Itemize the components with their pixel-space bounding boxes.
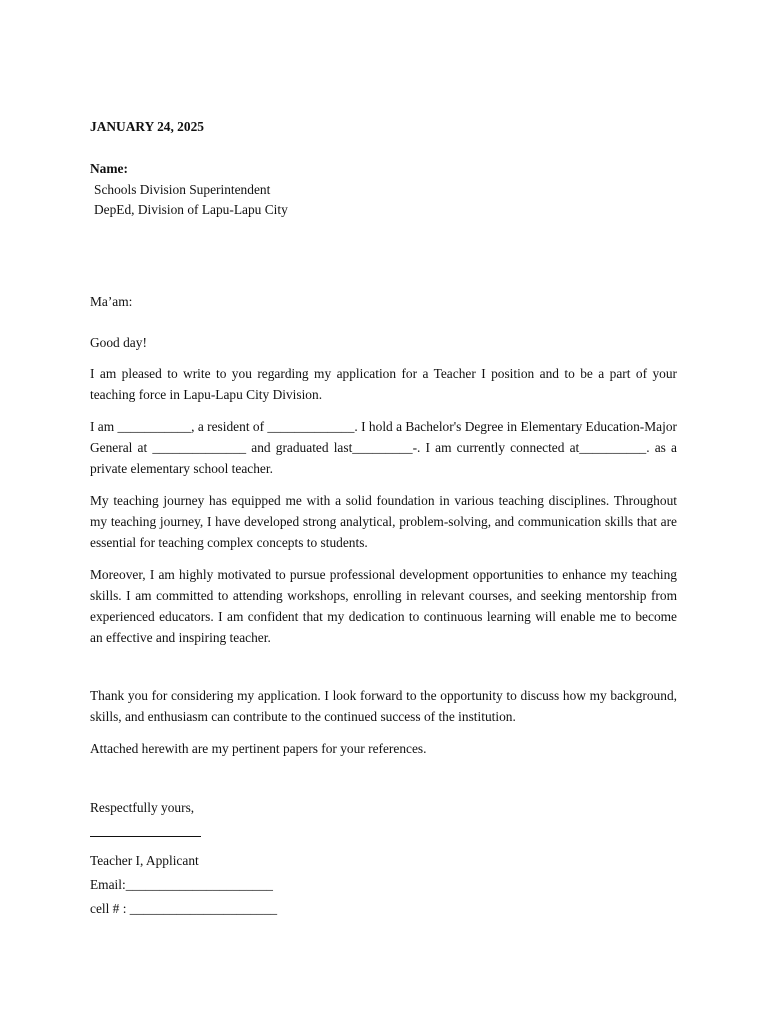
signature-block [90, 849, 677, 921]
recipient-name-label: Name: [90, 161, 128, 176]
recipient-block [90, 159, 677, 221]
salutation: Ma’am: [90, 293, 133, 309]
signature-cell: cell # : ______________________ [90, 900, 278, 916]
recipient-title: Schools Division Superintendent [94, 181, 271, 197]
signature-line [90, 836, 201, 837]
letter-date: JANUARY 24, 2025 [90, 119, 204, 134]
paragraph-intro: I am pleased to write to you regarding my application for a Teacher I position and to be a part of your teaching force in Lapu-Lapu City Division. [90, 365, 677, 402]
signature-email: Email:______________________ [90, 876, 273, 892]
paragraph-personal-details: I am ___________, a resident of _____________. I hold a Bachelor's Degree in Elementary Education-Major General at ______________ and graduated last_________-. I am currently connected at__________. as a private elementary school teacher. [90, 418, 677, 476]
paragraph-attachments: Attached herewith are my pertinent papers for your references. [90, 740, 427, 756]
signature-role: Teacher I, Applicant [90, 852, 199, 868]
paragraph-thank-you: Thank you for considering my application. I look forward to the opportunity to discuss how my background, skills, and enthusiasm can contribute to the continued success of the institution. [90, 687, 677, 724]
closing: Respectfully yours, [90, 799, 195, 815]
letter-page [90, 118, 677, 921]
paragraph-professional-development: Moreover, I am highly motivated to pursue professional development opportunities to enhance my teaching skills. I am committed to attending workshops, enrolling in relevant courses, and seeking mentorship from experienced educators. I am confident that my dedication to continuous learning will enable me to become an effective and inspiring teacher. [90, 566, 677, 645]
recipient-office: DepEd, Division of Lapu-Lapu City [94, 202, 288, 217]
paragraph-teaching-journey: My teaching journey has equipped me with a solid foundation in various teaching disciplines. Throughout my teaching journey, I have developed strong analytical, problem-solving, and communication skills that are essential for teaching complex concepts to students. [90, 492, 677, 550]
greeting: Good day! [90, 334, 147, 350]
